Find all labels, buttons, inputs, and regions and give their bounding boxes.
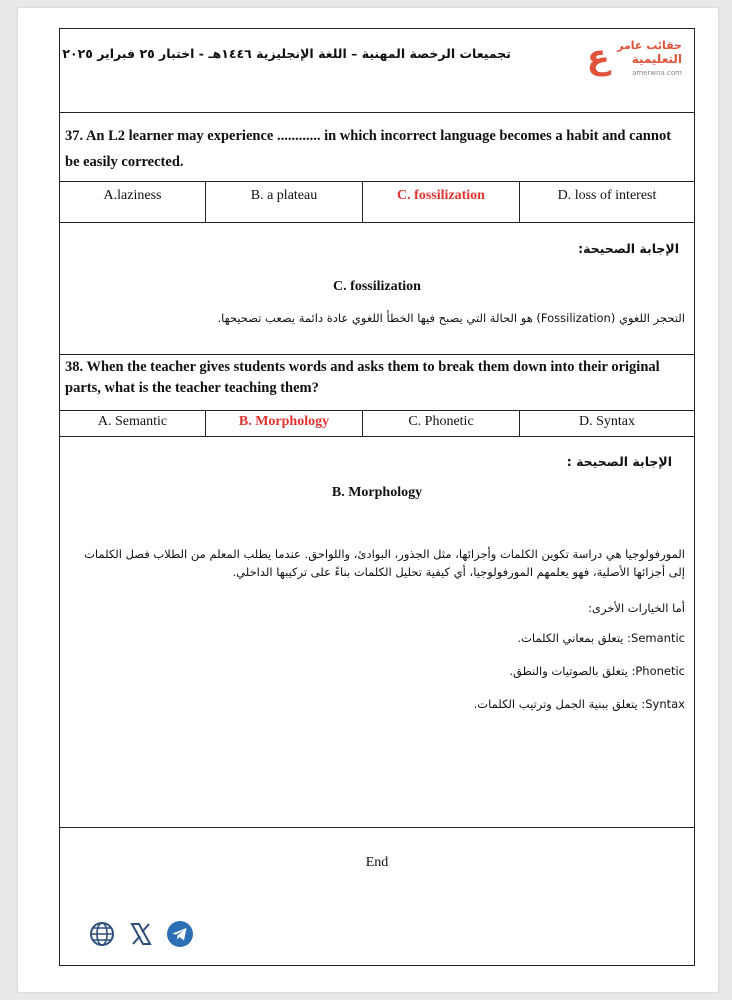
q38-other-syntax: Syntax: يتعلق ببنية الجمل وترتيب الكلمات. [473, 697, 685, 711]
telegram-icon[interactable] [166, 920, 194, 948]
q38-option-a: A. Semantic [60, 411, 206, 436]
globe-icon[interactable] [88, 920, 116, 948]
page-header [60, 29, 694, 113]
document-page [18, 8, 718, 992]
question-38-text: 38. When the teacher gives students words and asks them to break them down into their original parts, what is the teacher teaching them? [65, 359, 660, 396]
question-38-options [60, 410, 694, 437]
q38-option-d: D. Syntax [579, 414, 635, 429]
brand-logo [570, 37, 688, 79]
q37-explanation: التحجر اللغوي (Fossilization) هو الحالة التي يصبح فيها الخطأ اللغوي عادة دائمة يصعب تصحيحها. [217, 311, 685, 325]
header-title: تجميعات الرخصة المهنية – اللغة الإنجليزية ١٤٤٦هـ - اختبار ٢٥ فبراير ٢٠٢٥ [62, 46, 511, 61]
question-37-text: 37. An L2 learner may experience ............ in which incorrect language becomes a habit and cannot be easily corrected. [65, 128, 672, 170]
q38-option-b-correct: B. Morphology [206, 411, 363, 436]
logo-line2: التعليمية [631, 52, 682, 66]
q38-others-heading: أما الخيارات الأخرى: [588, 601, 685, 615]
question-37-options [60, 181, 694, 223]
q37-option-c-correct: C. fossilization [363, 182, 520, 222]
question-38-divider [60, 354, 694, 355]
page-frame [59, 28, 695, 966]
social-links [88, 920, 206, 948]
q38-other-semantic: Semantic: يتعلق بمعاني الكلمات. [517, 631, 685, 645]
logo-line1: حقائب عامر [617, 39, 682, 52]
content-bottom-divider [60, 827, 694, 828]
q38-explanation: المورفولوجيا هي دراسة تكوين الكلمات وأجزائها، مثل الجذور، البوادئ، واللواحق. عندما يطلب المعلم من الطلاب فصل الكلمات إلى أجزائها الأصلية، فهو يعلمهم المورفولوجيا، أي كيفية تحليل الكلمات بناءً على تركيبها الداخلي. [84, 547, 685, 579]
q37-option-b: B. a plateau [206, 182, 363, 222]
x-icon[interactable] [128, 921, 154, 947]
q38-option-c: C. Phonetic [363, 411, 520, 436]
q38-other-phonetic: Phonetic: يتعلق بالصوتيات والنطق. [509, 664, 685, 678]
logo-mark-icon: ع [586, 37, 610, 77]
q38-answer: B. Morphology [331, 485, 423, 500]
q37-option-a: A.laziness [60, 182, 206, 222]
q37-answer: C. fossilization [333, 279, 421, 294]
q38-answer-label: الإجابة الصحيحة : [566, 454, 672, 469]
q37-option-d: D. loss of interest [557, 188, 657, 203]
logo-url: amerwna.com [632, 69, 682, 77]
end-text: End [365, 855, 389, 870]
q37-answer-label: الإجابة الصحيحة: [578, 241, 679, 256]
